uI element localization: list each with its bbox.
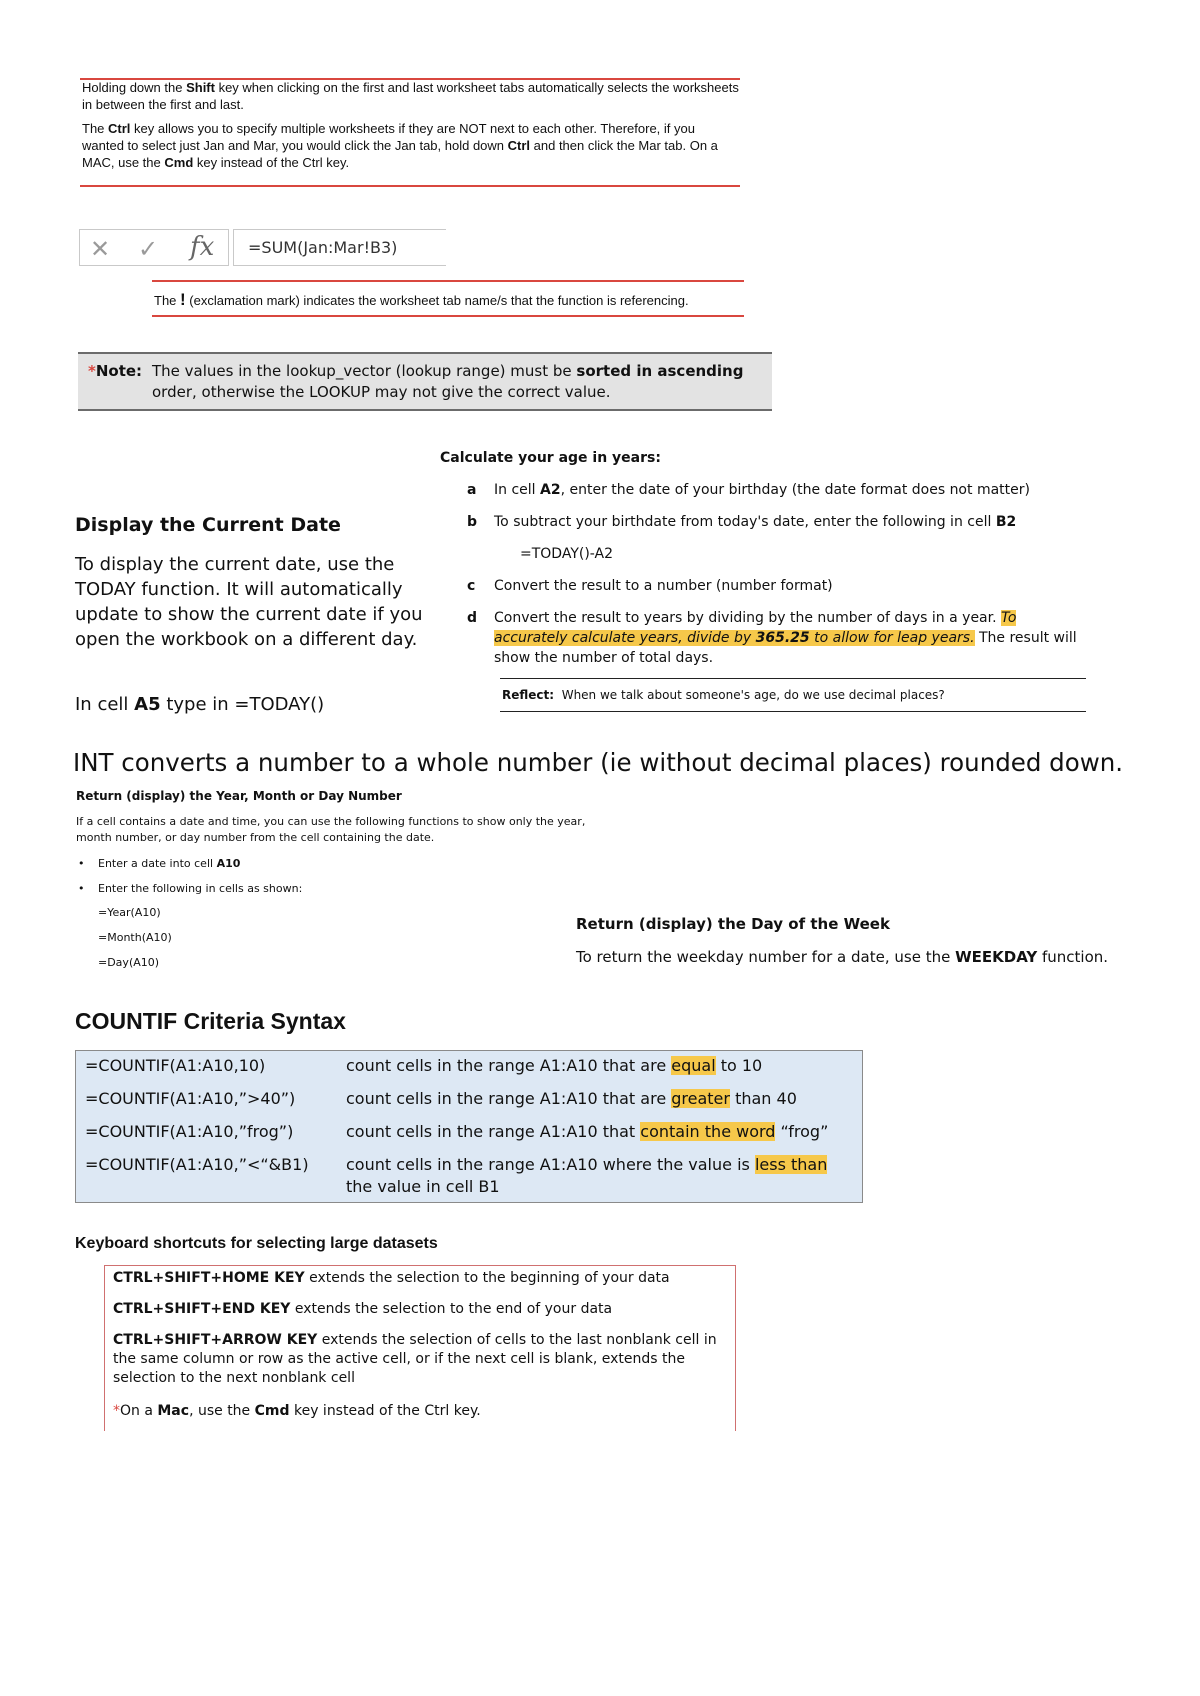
note-label: *Note: <box>88 362 143 380</box>
ymd-description: If a cell contains a date and time, you can use the following functions to show only the year, month number, or day number from the cell containing the date. <box>76 815 586 844</box>
age-formula: =TODAY()-A2 <box>520 546 614 562</box>
shift-tip-paragraph: Holding down the Shift key when clicking on the first and last worksheet tabs automatically selects the worksheets in between the first and last. <box>82 80 739 112</box>
int-heading: INT converts a number to a whole number (ie without decimal places) rounded down. <box>73 748 1124 777</box>
lookup-note-box <box>78 352 772 411</box>
fx-icon: fx <box>190 232 215 262</box>
countif-title: COUNTIF Criteria Syntax <box>75 1008 346 1034</box>
age-section-title: Calculate your age in years: <box>440 450 661 466</box>
shortcuts-title: Keyboard shortcuts for selecting large datasets <box>75 1235 438 1252</box>
mac-note: *On a Mac, use the Cmd key instead of the Ctrl key. <box>113 1403 481 1419</box>
weekday-description: To return the weekday number for a date, use the WEEKDAY function. <box>576 948 1109 966</box>
reflect-text: When we talk about someone's age, do we use decimal places? <box>561 688 945 702</box>
exclamation-tip <box>152 280 744 317</box>
exclamation-mark: ! <box>180 290 186 309</box>
formula-bar-buttons <box>79 229 229 266</box>
exclamation-tip-text: (exclamation mark) indicates the worksheet tab name/s that the function is referencing. <box>185 293 689 308</box>
shortcut-item: CTRL+SHIFT+HOME KEY extends the selection to the beginning of your data <box>113 1270 670 1286</box>
tip-bottom-rule <box>80 185 740 187</box>
weekday-title: Return (display) the Day of the Week <box>576 915 890 933</box>
shortcut-item: CTRL+SHIFT+END KEY extends the selection to the end of your data <box>113 1301 613 1317</box>
shortcuts-box <box>104 1265 736 1431</box>
ymd-title: Return (display) the Year, Month or Day Number <box>76 789 402 803</box>
check-icon: ✓ <box>138 235 159 263</box>
formula-bar <box>79 229 433 266</box>
worksheet-selection-tip <box>80 79 740 178</box>
note-text: The values in the lookup_vector (lookup range) must be sorted in ascending order, otherwise the LOOKUP may not give the correct value. <box>152 362 744 401</box>
ymd-function-year: =Year(A10) <box>98 906 161 919</box>
exclamation-tip-pre: The <box>154 293 181 308</box>
current-date-body: To display the current date, use the TODAY function. It will automatically update to show the current date if you open the workbook on a different day. <box>75 554 423 650</box>
ymd-function-month: =Month(A10) <box>98 931 172 944</box>
current-date-a5: In cell A5 type in =TODAY() <box>75 694 325 715</box>
countif-table: =COUNTIF(A1:A10,10) count cells in the range A1:A10 that are equal to 10 =COUNTIF(A1:A10,”>40”) count cells in the range A1:A10 that are greater than 40 =COUNTIF(A1:A10,”frog”) count cells in the range A1:A10 that contain the word “frog” =COUNTIF(A1:A10,”<“&B1) count cells in the range A1:A10 where the value is less than the value in cell B1 <box>75 1050 863 1203</box>
ymd-function-day: =Day(A10) <box>98 956 160 969</box>
reflect-box <box>500 678 1086 712</box>
current-date-title: Display the Current Date <box>75 514 341 536</box>
reflect-label: Reflect: <box>502 688 555 702</box>
shortcut-item: CTRL+SHIFT+ARROW KEY extends the selection of cells to the last nonblank cell in the same column or row as the active cell, or if the next cell is blank, extends the selection to the next nonblank cell <box>113 1332 717 1386</box>
close-icon: ✕ <box>90 235 111 263</box>
formula-text: =SUM(Jan:Mar!B3) <box>233 229 446 266</box>
ctrl-tip-paragraph: The Ctrl key allows you to specify multiple worksheets if they are NOT next to each other. Therefore, if you wanted to select just Jan and Mar, you would click the Jan tab, hold down Ctrl and then click the Mar tab. On a MAC, use the Cmd key instead of the Ctrl key. <box>82 121 718 170</box>
